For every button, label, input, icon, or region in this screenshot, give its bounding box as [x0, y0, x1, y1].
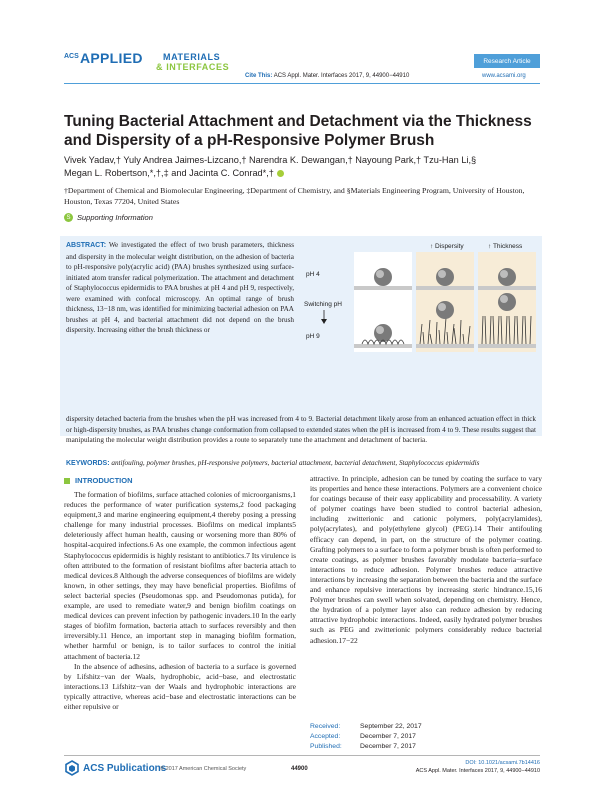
- supporting-info-icon: S: [64, 213, 73, 222]
- panel-plain-top-surface: [354, 286, 412, 290]
- authors-line-2-wrap: [64, 167, 540, 180]
- bacterium-thickness-ph9-shade: [500, 295, 508, 303]
- footer-cite: ACS Appl. Mater. Interfaces 2017, 9, 44900−44910: [415, 767, 540, 774]
- acs-publications-text: ACS Publications: [83, 762, 167, 774]
- abstract-label: ABSTRACT:: [66, 242, 107, 249]
- date-accepted: [310, 732, 422, 742]
- abstract-body-1: We investigated the effect of two brush parameters, thickness and dispersity in the molecular weight distribution, on the adhesion of bacteria to pH-responsive poly(acrylic acid) (PAA) brushes synthesized using surface-initiated atom transfer radical polymerization. The attachment and detachment of Staphylococcus epidermidis to PAA brushes at pH 4 and pH 9, respectively, were examined with confocal microscopy. An optimal range of brush thickness, 13−18 nm, was identified for minimizing bacterial adhesion on PAA brushes at pH 4, and bacterial attachment did not depend on the brush dispersity. Increasing either the brush thickness or: [66, 241, 294, 334]
- article-dates: [310, 722, 422, 752]
- authors-line-1: Vivek Yadav,† Yuly Andrea Jaimes-Lizcano,† Narendra K. Dewangan,† Nayoung Park,† Tzu-Han Li,§: [64, 155, 477, 165]
- intro-paragraph-1: The formation of biofilms, surface attached colonies of microorganisms,1 reduces the performance of water purification systems,2 food packaging equipment,3 and marine engineering equipment,4 thereby posing a pressing challenge for many industrial processes. Biofilms on medical implants5 deleteriously affect human health, causing or worsening more than 80% of hospital-acquired infections.6 As one example, the common infectious agent Staphylococcus epidermidis is highly resistant to antibiotics.7 Its virulence is often attributed to the formation of resistant biofilms after bacteria attach to medical devices.8 Although the adverse consequences of biofilms are widely known, in other settings, they may have beneficial properties. Biofilms of select bacterial species (Pseudomonas spp. and Pseudomonas putida), for example, are used to remediate water,9 and benign biofilm coatings on medical devices can prevent infection by pathogenic invaders.10 In the early stages of biofilm formation, bacteria attach to surfaces reversibly and then irreversibly.11 Hence, an important step in managing biofilm formation, whether harmful or benign, is to tailor surfaces to control the initial attachment of bacteria.12: [64, 490, 296, 661]
- article-title: Tuning Bacterial Attachment and Detachment via the Thickness and Dispersity of a pH-Responsive Polymer Brush: [64, 113, 532, 149]
- article-type-badge: Research Article: [474, 54, 540, 68]
- author-list: [64, 154, 540, 180]
- header-divider: [64, 83, 540, 84]
- acs-hexagon-icon: [64, 760, 80, 776]
- logo-acs: ACS: [64, 53, 79, 60]
- logo-interfaces: & INTERFACES: [156, 62, 230, 72]
- logo-applied: APPLIED: [80, 50, 143, 66]
- abstract-text-full: dispersity detached bacteria from the brushes when the pH was increased from 4 to 9. Bacterial detachment likely arose from an enhanced actuation effect in thick or high-dispersity brushes, as PAA brushes change conformation from collapsed to extended states when the pH is increased from 4 to 9. These results suggest that manipulating the molecular weight distribution provides a route to separately tune the attachment and detachment of bacteria.: [66, 415, 536, 444]
- bacterium-dispersity-ph4-shade: [438, 270, 446, 278]
- received-value: September 22, 2017: [360, 723, 422, 730]
- introduction-heading-label: INTRODUCTION: [75, 476, 133, 485]
- toc-graphic: [302, 240, 536, 410]
- keywords: [66, 458, 536, 469]
- intro-paragraph-3: attractive. In principle, adhesion can be tuned by coating the surface to vary its properties and hence these interactions. Polymers are a convenient choice for coatings because of their easy applicability and processability. A variety of polymer coatings have been studied to control bacterial adhesion, including zwitterionic and cationic polymers, poly(acrylamides), poly(acrylates), and poly(ethylene glycol) (PEG).14 Their antifouling efficacy can depend, in part, on the structure of the polymer coating. Grafting polymers to a surface to form a polymer brush is often performed to create coatings, as polymer brushes favorably modulate bacteria−surface interactions to reduce adhesion. Polymer brushes reduce attractive interactions by increasing the separation between the bacteria and the surface and enhance repulsive interactions by increasing steric hindrance.15,16 Polymer brushes can swell when solvated, depending on chemistry. Hence, the hydration of a polymer layer also can reduce adhesion by reducing attractive hydrophobic interactions. Indeed, easily hydrated polymer brushes such as PEG and zwitterionic polymers considerably reduce bacterial adhesion.17−22: [310, 474, 542, 645]
- intro-paragraph-2: In the absence of adhesins, adhesion of bacteria to a surface is governed by Lifshitz−van der Waals, hydrophobic, acid−base, and electrostatic interactions.13 Lifshitz−van der Waals and hydrophobic interactions are typically attractive, whereas acid−base and electrostatic interactions can be either repulsive or: [64, 661, 296, 711]
- bacterium-plain-ph9: [374, 324, 392, 342]
- panel-dispersity-top-surface: [416, 286, 474, 290]
- panel-plain-bottom-surface: [354, 344, 412, 348]
- bacterium-plain-ph4-shade: [376, 270, 384, 278]
- graphic-label-ph9: pH 9: [306, 333, 320, 340]
- left-column: [64, 490, 296, 712]
- date-published: [310, 742, 422, 752]
- journal-website-link[interactable]: www.acsami.org: [482, 73, 526, 79]
- bacterium-thickness-ph4: [498, 268, 516, 286]
- graphic-label-dispersity: ↑ Dispersity: [430, 243, 464, 250]
- supporting-information[interactable]: [64, 213, 153, 222]
- panel-thickness-top-surface: [478, 286, 536, 290]
- doi-block: [400, 760, 540, 775]
- doi-link[interactable]: DOI: 10.1021/acsami.7b14416: [465, 760, 540, 766]
- bacterium-plain-ph4: [374, 268, 392, 286]
- cite-text[interactable]: ACS Appl. Mater. Interfaces 2017, 9, 44900−44910: [273, 73, 410, 79]
- abstract-text-narrow: [66, 240, 294, 336]
- keywords-label: KEYWORDS:: [66, 460, 110, 467]
- published-label: Published:: [310, 743, 342, 750]
- acs-publications-logo[interactable]: [64, 760, 166, 776]
- logo-materials: MATERIALS: [163, 52, 221, 62]
- page-number: 44900: [291, 766, 308, 772]
- copyright: © 2017 American Chemical Society: [160, 766, 247, 772]
- accepted-label: Accepted:: [310, 733, 341, 740]
- graphic-label-thickness: ↑ Thickness: [488, 243, 523, 250]
- supporting-info-label[interactable]: Supporting Information: [77, 213, 153, 222]
- panel-dispersity-bottom-surface: [416, 344, 474, 348]
- journal-logo: [64, 50, 234, 79]
- keywords-values: antifouling, polymer brushes, pH-responsive polymers, bacterial attachment, bacterial detachment, Staphylococcus epidermidis: [111, 459, 480, 467]
- bacterium-thickness-ph9: [498, 293, 516, 311]
- affiliations: †Department of Chemical and Biomolecular Engineering, ‡Department of Chemistry, and §Materials Engineering Program, University of Houston, Houston, Texas 77204, United States: [64, 186, 525, 206]
- authors-line-2: Megan L. Robertson,*,†,‡ and Jacinta C. Conrad*,†: [64, 168, 274, 178]
- bacterium-dispersity-ph4: [436, 268, 454, 286]
- cite-prefix: Cite This:: [245, 73, 273, 79]
- graphic-label-ph4: pH 4: [306, 271, 320, 278]
- published-value: December 7, 2017: [360, 743, 416, 750]
- introduction-heading: [64, 476, 133, 485]
- right-column: [310, 474, 542, 646]
- date-received: [310, 722, 422, 732]
- switch-arrow-head: [321, 319, 327, 324]
- graphic-label-switch: Switching pH: [304, 301, 342, 308]
- section-square-icon: [64, 478, 70, 484]
- accepted-value: December 7, 2017: [360, 733, 416, 740]
- footer-divider: [64, 755, 540, 756]
- orcid-icon[interactable]: [277, 170, 284, 177]
- cite-line: [245, 73, 409, 79]
- bacterium-dispersity-ph9-shade: [438, 303, 446, 311]
- bacterium-dispersity-ph9: [436, 301, 454, 319]
- received-label: Received:: [310, 723, 341, 730]
- bacterium-plain-ph9-shade: [376, 326, 384, 334]
- bacterium-thickness-ph4-shade: [500, 270, 508, 278]
- panel-thickness-bottom-surface: [478, 344, 536, 348]
